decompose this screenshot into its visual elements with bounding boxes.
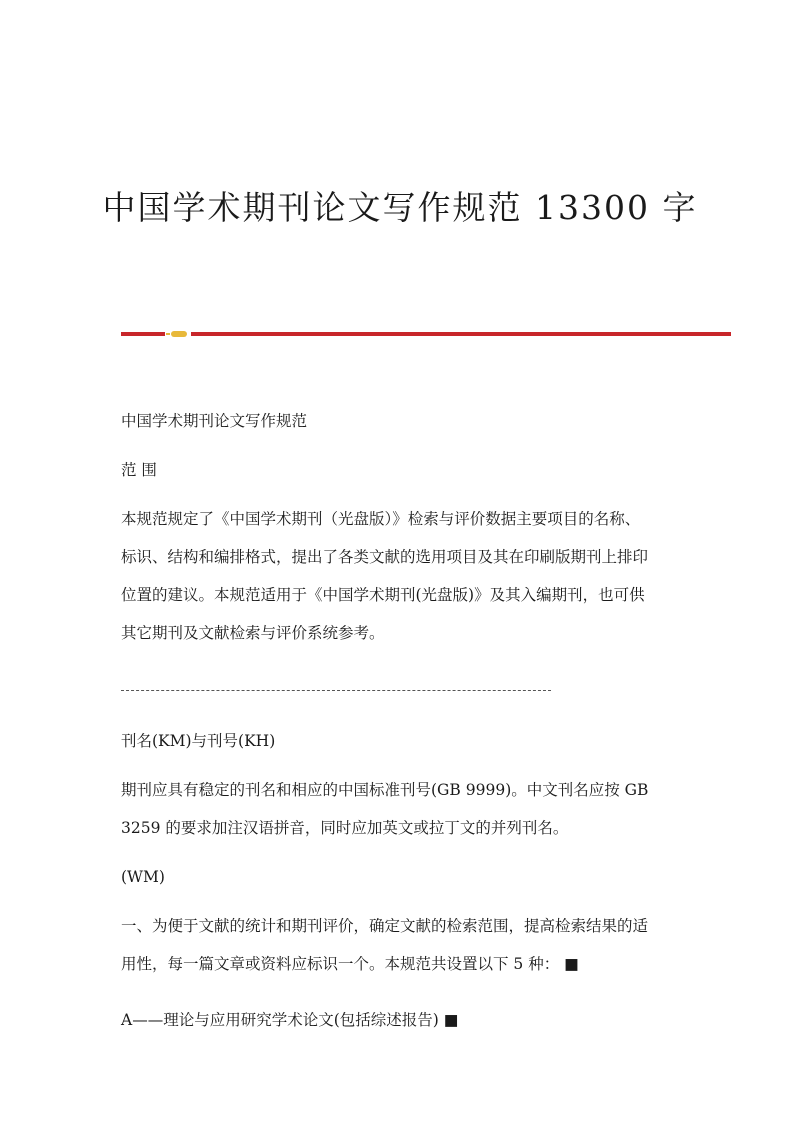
paragraph-line: 一、为便于文献的统计和期刊评价，确定文献的检索范围，提高检索结果的适: [121, 917, 649, 935]
document-subtitle: 中国学术期刊论文写作规范: [121, 412, 308, 430]
wm-paragraph: [121, 907, 681, 983]
scope-paragraph: [121, 500, 681, 652]
section-heading-scope: 范 围: [121, 461, 157, 479]
title-divider: [121, 330, 731, 338]
dashed-separator: [121, 690, 551, 692]
section-heading-journal-name: 刊名(KM)与刊号(KH): [121, 732, 276, 750]
paragraph-line: 用性，每一篇文章或资料应标识一个。本规范共设置以下 5 种： ■: [121, 955, 579, 973]
paragraph-line: 其它期刊及文献检索与评价系统参考。: [121, 624, 385, 642]
paragraph-line: 标识、结构和编排格式，提出了各类文献的选用项目及其在印刷版期刊上排印: [121, 548, 649, 566]
divider-line-right: [191, 332, 731, 336]
divider-ornament: [171, 331, 187, 337]
paragraph-line: 位置的建议。本规范适用于《中国学术期刊(光盘版)》及其入编期刊，也可供: [121, 586, 645, 604]
divider-line-left: [121, 332, 165, 336]
section-heading-wm: (WM): [121, 868, 165, 886]
paragraph-line: 3259 的要求加注汉语拼音，同时应加英文或拉丁文的并列刊名。: [121, 819, 569, 837]
paragraph-line: 本规范规定了《中国学术期刊（光盘版）》检索与评价数据主要项目的名称、: [121, 510, 641, 528]
list-item-a: A——理论与应用研究学术论文(包括综述报告) ■: [121, 1011, 459, 1029]
paragraph-line: 期刊应具有稳定的刊名和相应的中国标准刊号(GB 9999)。中文刊名应按 GB: [121, 781, 649, 799]
document-title: 中国学术期刊论文写作规范 13300 字: [102, 188, 698, 227]
journal-name-paragraph: [121, 771, 681, 847]
